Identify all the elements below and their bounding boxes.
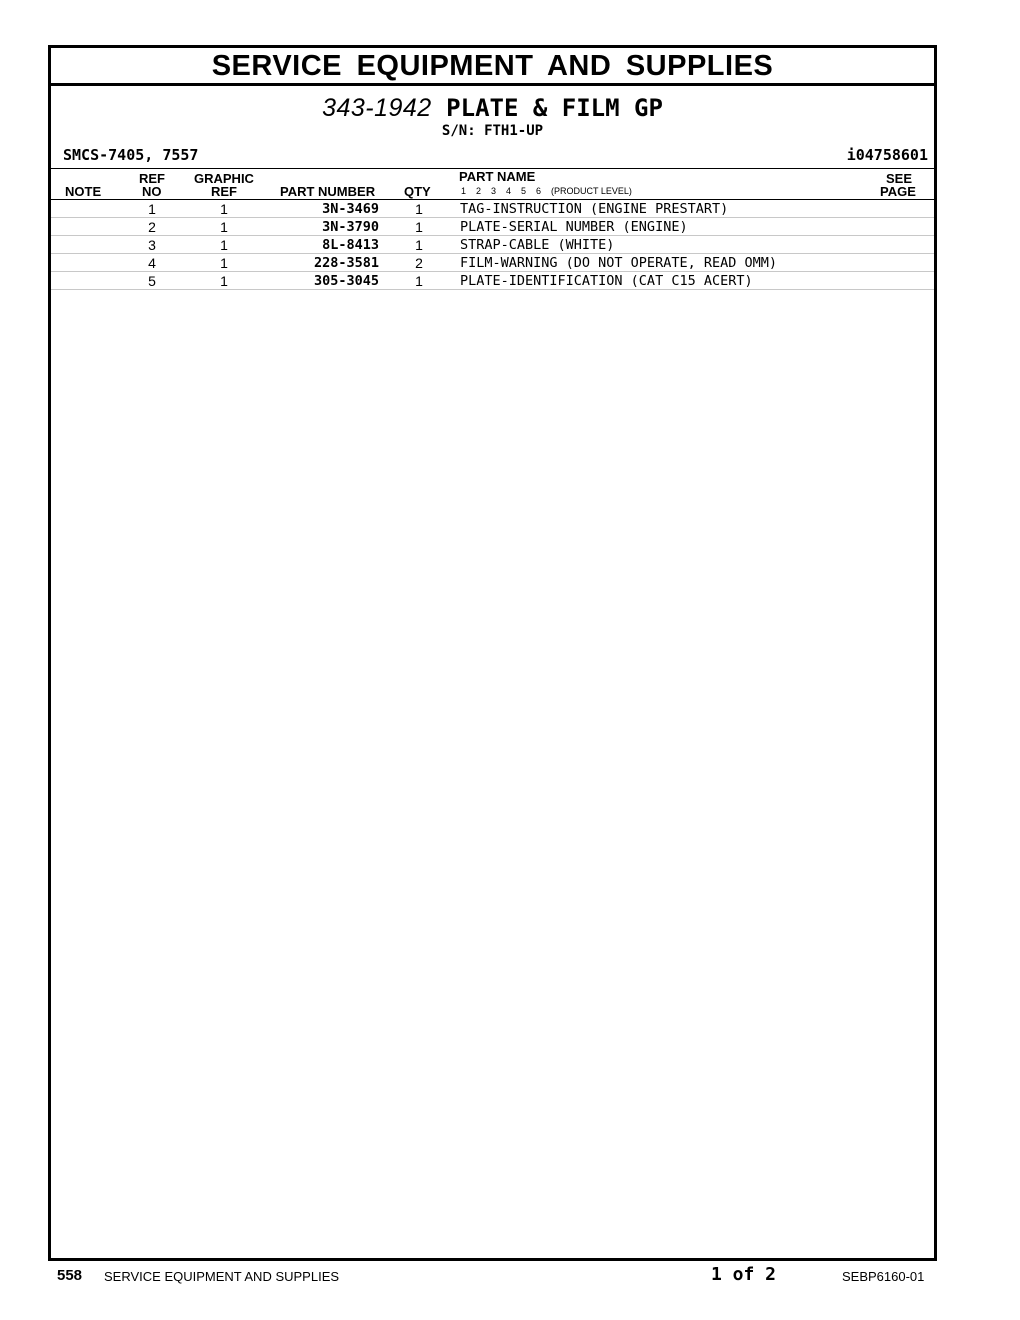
- meta-row: [51, 144, 934, 169]
- graphic-ref: 1: [220, 273, 228, 289]
- graphic-ref: 1: [220, 255, 228, 271]
- quantity: 1: [415, 201, 423, 217]
- footer-document-id: SEBP6160-01: [842, 1269, 925, 1284]
- quantity: 1: [415, 237, 423, 253]
- part-number: 8L-8413: [322, 237, 379, 253]
- page-footer: [0, 1262, 1020, 1292]
- footer-page-of: 1 of 2: [711, 1264, 777, 1285]
- footer-section-name: SERVICE EQUIPMENT AND SUPPLIES: [104, 1269, 340, 1284]
- col-ref-top: REF: [139, 171, 165, 186]
- part-number: 228-3581: [313, 255, 379, 271]
- part-name: TAG-INSTRUCTION (ENGINE PRESTART): [460, 201, 729, 217]
- col-see-bottom: PAGE: [880, 184, 916, 199]
- part-number: 3N-3790: [322, 219, 379, 235]
- col-part-number: PART NUMBER: [280, 184, 376, 199]
- graphic-ref: 1: [220, 201, 228, 217]
- col-part-name: PART NAME: [459, 169, 536, 184]
- ref-no: 3: [148, 237, 156, 253]
- ref-no: 5: [148, 273, 156, 289]
- part-name: FILM-WARNING (DO NOT OPERATE, READ OMM): [460, 255, 777, 271]
- graphic-ref: 1: [220, 237, 228, 253]
- table-row: [51, 272, 934, 290]
- graphic-ref: 1: [220, 219, 228, 235]
- ref-no: 1: [148, 201, 156, 217]
- col-note: NOTE: [65, 184, 102, 199]
- col-product-levels: 1 2 3 4 5 6 (PRODUCT LEVEL): [461, 186, 632, 196]
- part-name: STRAP-CABLE (WHITE): [460, 237, 615, 253]
- group-part-number: 343-1942: [322, 94, 432, 122]
- smcs-code: SMCS-7405, 7557: [63, 146, 199, 164]
- col-graphic-top: GRAPHIC: [194, 171, 254, 186]
- part-number: 3N-3469: [322, 201, 379, 217]
- col-qty: QTY: [404, 184, 431, 199]
- section-title: SERVICE EQUIPMENT AND SUPPLIES: [51, 48, 934, 86]
- serial-range: S/N: FTH1-UP: [441, 123, 544, 139]
- table-header: [51, 169, 934, 200]
- col-graphic-bottom: REF: [211, 184, 237, 199]
- parts-page-frame: [48, 45, 937, 1261]
- part-number: 305-3045: [313, 273, 379, 289]
- table-row: [51, 254, 934, 272]
- table-row: [51, 218, 934, 236]
- quantity: 2: [415, 255, 423, 271]
- col-ref-bottom: NO: [142, 184, 162, 199]
- quantity: 1: [415, 273, 423, 289]
- group-title: [51, 94, 934, 122]
- group-name: PLATE & FILM GP: [446, 94, 663, 122]
- ref-no: 2: [148, 219, 156, 235]
- footer-page-number: 558: [57, 1267, 83, 1284]
- col-see-top: SEE: [886, 171, 913, 186]
- part-name: PLATE-IDENTIFICATION (CAT C15 ACERT): [460, 273, 753, 289]
- table-row: [51, 236, 934, 254]
- quantity: 1: [415, 219, 423, 235]
- table-row: [51, 200, 934, 218]
- illustration-id: i04758601: [846, 146, 928, 164]
- parts-table-body: [51, 200, 934, 290]
- part-name: PLATE-SERIAL NUMBER (ENGINE): [460, 219, 688, 235]
- ref-no: 4: [148, 255, 156, 271]
